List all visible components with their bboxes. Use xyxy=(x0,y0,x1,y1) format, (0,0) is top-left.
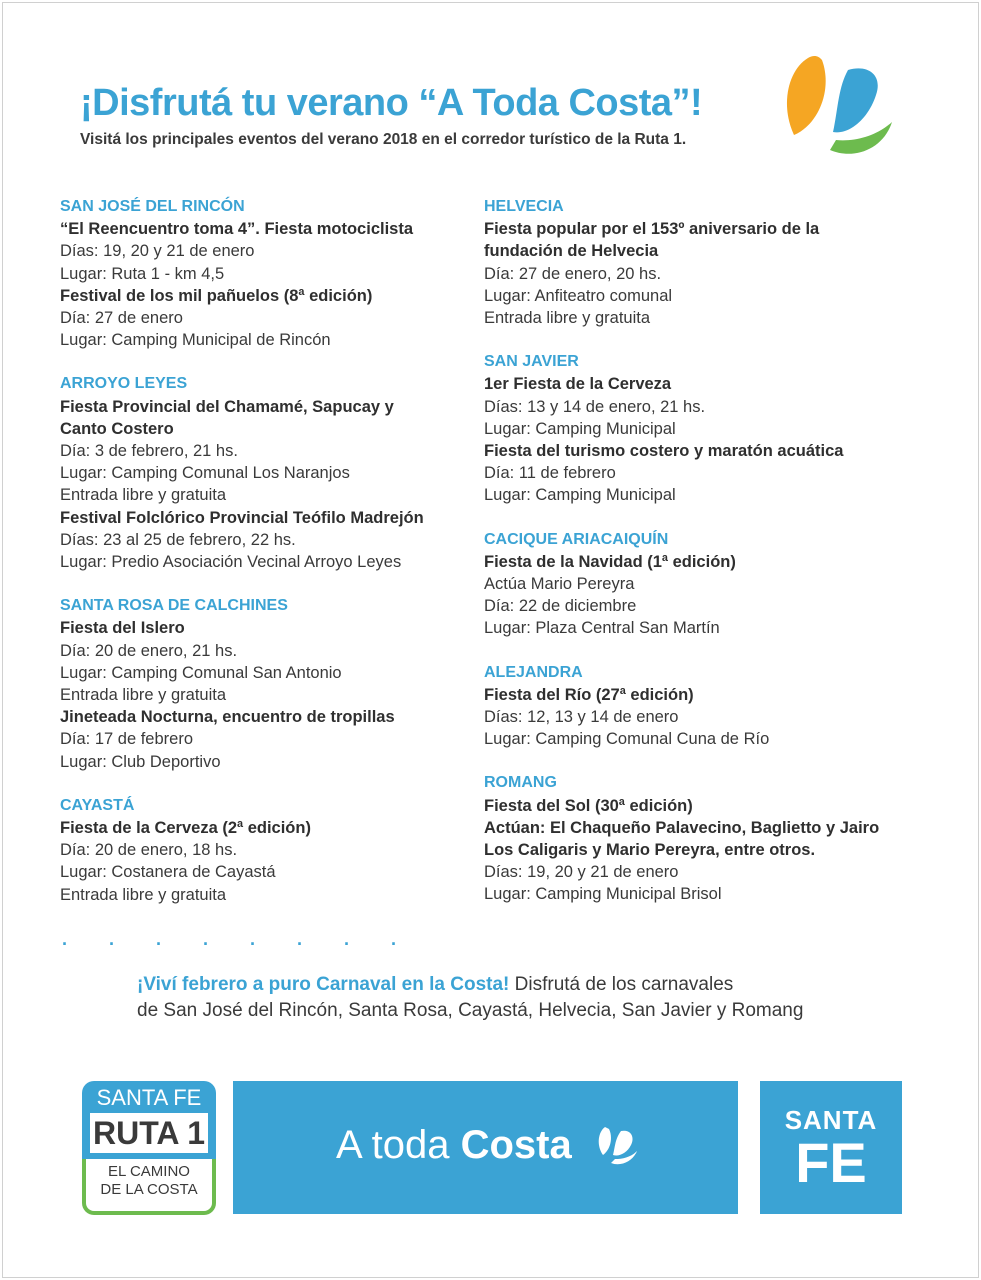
section-santa-rosa-de-calchines xyxy=(60,595,460,773)
event-entry: Entrada libre y gratuita xyxy=(484,309,651,328)
event-title: Festival de los mil pañuelos (8ª edición) xyxy=(60,286,373,305)
place-heading: SAN JOSÉ DEL RINCÓN xyxy=(60,198,245,215)
event-date: Día: 22 de diciembre xyxy=(484,597,637,616)
event-date: Día: 11 de febrero xyxy=(484,464,616,483)
event-entry: Entrada libre y gratuita xyxy=(60,885,227,904)
banner-text-a: A toda xyxy=(336,1123,461,1167)
event-entry: Entrada libre y gratuita xyxy=(60,686,227,705)
event-title: Fiesta del turismo costero y maratón acuática xyxy=(484,442,844,461)
event-date: Día: 20 de enero, 18 hs. xyxy=(60,841,238,860)
a-toda-costa-banner xyxy=(233,1081,738,1214)
costa-leaf-icon xyxy=(595,1123,639,1167)
santa-fe-logo-top: SANTA xyxy=(784,1105,878,1135)
place-heading: CAYASTÁ xyxy=(60,796,135,814)
section-helvecia xyxy=(484,196,934,329)
event-place: Lugar: Plaza Central San Martín xyxy=(484,619,720,638)
ruta-badge-caption-line1: EL CAMINO xyxy=(108,1163,190,1180)
event-date: Días: 19, 20 y 21 de enero xyxy=(60,242,255,261)
page-title: ¡Disfrutá tu verano “A Toda Costa”! xyxy=(80,82,703,124)
event-place: Lugar: Anfiteatro comunal xyxy=(484,286,673,305)
event-date: Días: 12, 13 y 14 de enero xyxy=(484,708,679,727)
event-title-cont: fundación de Helvecia xyxy=(484,242,659,261)
event-performers-cont: Los Caligaris y Mario Pereyra, entre otros. xyxy=(484,841,816,860)
event-title: Fiesta del Sol (30ª edición) xyxy=(484,796,693,815)
carnaval-note xyxy=(137,972,897,1024)
event-title: Fiesta del Islero xyxy=(60,619,185,638)
event-entry: Entrada libre y gratuita xyxy=(60,486,227,505)
event-date: Días: 19, 20 y 21 de enero xyxy=(484,863,679,882)
section-cacique-ariacaiquin xyxy=(484,529,934,640)
event-title: 1er Fiesta de la Cerveza xyxy=(484,375,672,394)
event-place: Lugar: Camping Municipal Brisol xyxy=(484,885,722,904)
place-heading: HELVECIA xyxy=(484,198,564,215)
event-date: Día: 17 de febrero xyxy=(60,730,193,749)
event-date: Día: 27 de enero, 20 hs. xyxy=(484,264,662,283)
event-title: Fiesta del Río (27ª edición) xyxy=(484,685,694,704)
event-place: Lugar: Costanera de Cayastá xyxy=(60,863,276,882)
events-right-column xyxy=(484,196,934,928)
events-left-column xyxy=(60,196,460,928)
section-romang xyxy=(484,772,934,905)
event-date: Día: 3 de febrero, 21 hs. xyxy=(60,442,238,461)
event-title: Fiesta de la Navidad (1ª edición) xyxy=(484,552,736,571)
event-place: Lugar: Camping Comunal Cuna de Río xyxy=(484,730,770,749)
event-title: Fiesta Provincial del Chamamé, Sapucay y xyxy=(60,397,394,416)
event-title: “El Reencuentro toma 4”. Fiesta motociclista xyxy=(60,220,414,239)
a-toda-costa-logo-icon xyxy=(778,50,898,160)
dotted-divider: · · · · · · · · xyxy=(62,934,415,954)
santa-fe-logo xyxy=(760,1081,902,1214)
event-place: Lugar: Predio Asociación Vecinal Arroyo Leyes xyxy=(60,553,402,572)
event-place: Lugar: Camping Comunal San Antonio xyxy=(60,663,342,682)
place-heading: ARROYO LEYES xyxy=(60,375,188,393)
ruta-badge-caption-line2: DE LA COSTA xyxy=(100,1181,198,1198)
ruta-1-badge xyxy=(82,1081,216,1215)
section-cayasta xyxy=(60,795,460,906)
banner-text xyxy=(336,1123,572,1168)
event-title: Fiesta de la Cerveza (2ª edición) xyxy=(60,819,311,838)
event-place: Lugar: Camping Municipal xyxy=(484,486,676,505)
section-arroyo-leyes xyxy=(60,373,460,573)
event-performers: Actúan: El Chaqueño Palavecino, Baglietto y Jairo xyxy=(484,818,880,837)
event-place: Lugar: Camping Comunal Los Naranjos xyxy=(60,464,350,483)
event-title: Festival Folclórico Provincial Teófilo Madrejón xyxy=(60,508,424,527)
ruta-badge-number: RUTA 1 xyxy=(90,1113,208,1153)
place-heading: ROMANG xyxy=(484,774,557,792)
event-date: Días: 13 y 14 de enero, 21 hs. xyxy=(484,397,706,416)
event-performer: Actúa Mario Pereyra xyxy=(484,575,635,594)
ruta-badge-bottom xyxy=(82,1159,216,1215)
event-place: Lugar: Ruta 1 - km 4,5 xyxy=(60,264,225,283)
section-san-javier xyxy=(484,351,934,506)
carnaval-text-1: Disfrutá de los carnavales xyxy=(509,974,734,995)
event-place: Lugar: Club Deportivo xyxy=(60,752,221,771)
event-title-cont: Canto Costero xyxy=(60,419,174,438)
section-alejandra xyxy=(484,662,934,751)
place-heading: ALEJANDRA xyxy=(484,663,583,681)
ruta-badge-top xyxy=(82,1081,216,1159)
place-heading: SANTA ROSA DE CALCHINES xyxy=(60,597,288,615)
event-place: Lugar: Camping Municipal xyxy=(484,419,676,438)
place-heading: CACIQUE ARIACAIQUÍN xyxy=(484,530,669,548)
event-date: Día: 20 de enero, 21 hs. xyxy=(60,641,238,660)
carnaval-highlight: ¡Viví febrero a puro Carnaval en la Costa! xyxy=(137,974,510,995)
event-title: Jineteada Nocturna, encuentro de tropillas xyxy=(60,708,395,727)
ruta-badge-caption xyxy=(86,1163,212,1199)
event-date: Día: 27 de enero xyxy=(60,309,183,328)
page-subtitle: Visitá los principales eventos del verano 2018 en el corredor turístico de la Ruta 1. xyxy=(80,131,687,148)
event-date: Días: 23 al 25 de febrero, 22 hs. xyxy=(60,530,296,549)
section-san-jose-del-rincon xyxy=(60,196,460,351)
santa-fe-logo-bottom: FE xyxy=(795,1131,867,1194)
carnaval-text-2: de San José del Rincón, Santa Rosa, Cayastá, Helvecia, San Javier y Romang xyxy=(137,1000,804,1021)
event-place: Lugar: Camping Municipal de Rincón xyxy=(60,331,331,350)
place-heading: SAN JAVIER xyxy=(484,353,579,371)
event-title: Fiesta popular por el 153º aniversario de la xyxy=(484,220,820,239)
banner-text-b: Costa xyxy=(460,1123,572,1167)
ruta-badge-province: SANTA FE xyxy=(96,1085,202,1110)
